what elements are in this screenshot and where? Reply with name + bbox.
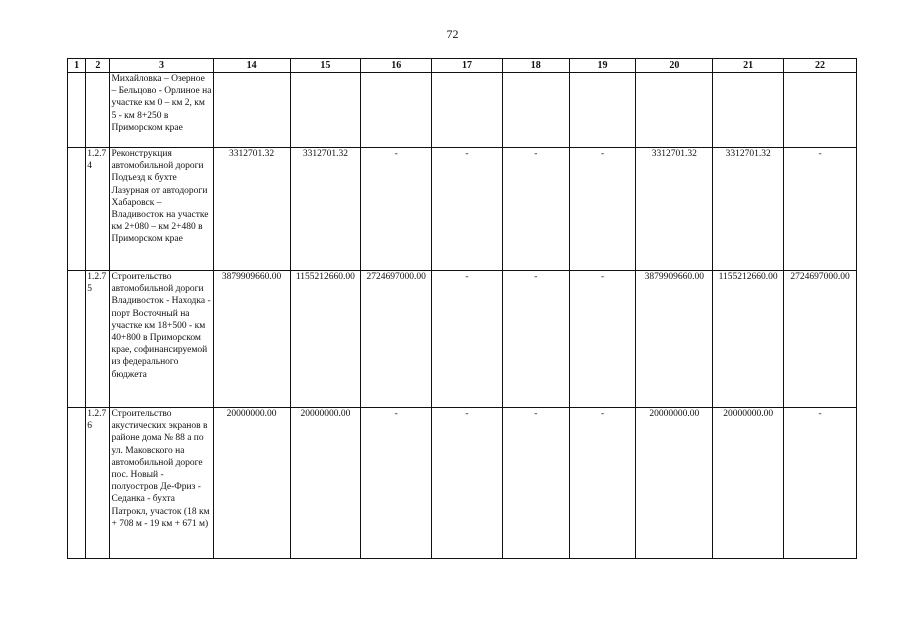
cell-col-15: 1155212660.00 (290, 271, 361, 408)
cell-col-19: - (569, 271, 636, 408)
column-header: 16 (361, 59, 432, 73)
cell-name: Михайловка – Озерное – Бельцово - Орлиное на участке км 0 – км 2, км 5 - км 8+250 в Приморском крае (110, 73, 213, 148)
cell-col-19: - (569, 408, 636, 559)
table-row (68, 73, 857, 148)
cell-code: 1.2.7 4 (86, 148, 110, 271)
cell-col-1 (68, 73, 86, 148)
column-header: 19 (569, 59, 636, 73)
cell-col-21: 20000000.00 (713, 408, 784, 559)
cell-col-18: - (502, 271, 569, 408)
cell-col-22: 2724697000.00 (784, 271, 857, 408)
cell-col-21: 3312701.32 (713, 148, 784, 271)
cell-col-1 (68, 148, 86, 271)
cell-col-20: 3879909660.00 (636, 271, 713, 408)
budget-table (67, 58, 857, 559)
column-header: 2 (86, 59, 110, 73)
cell-col-17: - (432, 148, 503, 271)
cell-col-15 (290, 73, 361, 148)
cell-col-22: - (784, 148, 857, 271)
cell-col-20 (636, 73, 713, 148)
cell-name: Строительство автомобильной дороги Владивосток - Находка - порт Восточный на участке км 18+500 - км 40+800 в Приморском крае, софинансируемой из федерального бюджета (110, 271, 213, 408)
cell-col-22 (784, 73, 857, 148)
cell-name: Строительство акустических экранов в районе дома № 88 а по ул. Маковского на автомобильной дороге пос. Новый - полуостров Де-Фриз - Седанка - бухта Патрокл, участок (18 км + 708 м - 19 км + 671 м) (110, 408, 213, 559)
cell-col-15: 3312701.32 (290, 148, 361, 271)
column-header: 21 (713, 59, 784, 73)
column-header: 22 (784, 59, 857, 73)
cell-col-14: 20000000.00 (213, 408, 290, 559)
cell-code: 1.2.7 6 (86, 408, 110, 559)
cell-col-14: 3879909660.00 (213, 271, 290, 408)
cell-col-22: - (784, 408, 857, 559)
cell-col-1 (68, 408, 86, 559)
cell-col-15: 20000000.00 (290, 408, 361, 559)
cell-col-20: 20000000.00 (636, 408, 713, 559)
table-row (68, 271, 857, 408)
cell-col-16: - (361, 148, 432, 271)
cell-col-19 (569, 73, 636, 148)
table-row (68, 408, 857, 559)
cell-name: Реконструкция автомобильной дороги Подъезд к бухте Лазурная от автодороги Хабаровск – Владивосток на участке км 2+080 – км 2+480 в Приморском крае (110, 148, 213, 271)
cell-col-18: - (502, 408, 569, 559)
cell-col-17 (432, 73, 503, 148)
page-number: 72 (446, 27, 459, 41)
cell-col-21 (713, 73, 784, 148)
column-header: 18 (502, 59, 569, 73)
cell-col-1 (68, 271, 86, 408)
column-header: 20 (636, 59, 713, 73)
column-header: 3 (110, 59, 213, 73)
cell-col-19: - (569, 148, 636, 271)
cell-code (86, 73, 110, 148)
cell-col-14 (213, 73, 290, 148)
cell-col-16 (361, 73, 432, 148)
header-row (68, 59, 857, 73)
cell-col-16: - (361, 408, 432, 559)
cell-col-18: - (502, 148, 569, 271)
cell-col-14: 3312701.32 (213, 148, 290, 271)
column-header: 15 (290, 59, 361, 73)
cell-col-18 (502, 73, 569, 148)
column-header: 17 (432, 59, 503, 73)
cell-col-20: 3312701.32 (636, 148, 713, 271)
column-header: 14 (213, 59, 290, 73)
cell-col-21: 1155212660.00 (713, 271, 784, 408)
cell-col-17: - (432, 408, 503, 559)
table-row (68, 148, 857, 271)
cell-col-17: - (432, 271, 503, 408)
cell-col-16: 2724697000.00 (361, 271, 432, 408)
cell-code: 1.2.7 5 (86, 271, 110, 408)
column-header: 1 (68, 59, 86, 73)
